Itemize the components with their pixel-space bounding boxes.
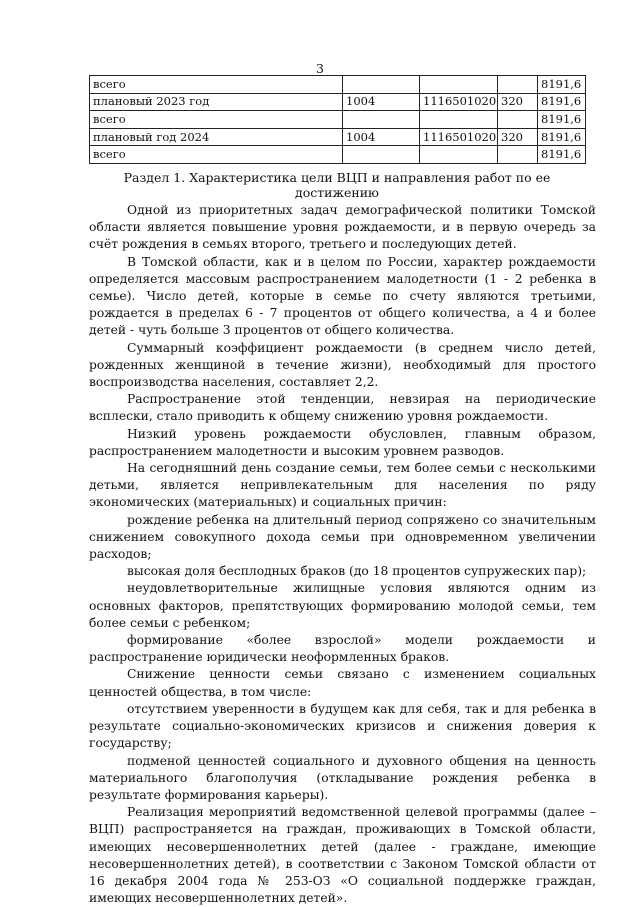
table-cell: 8191,6 xyxy=(538,93,586,111)
table-cell: 1004 xyxy=(343,128,420,146)
body-text xyxy=(89,202,596,907)
table-cell: 8191,6 xyxy=(538,76,586,94)
table-cell xyxy=(343,146,420,164)
table-cell xyxy=(343,111,420,129)
table-cell xyxy=(498,76,538,94)
table-cell: 320 xyxy=(498,128,538,146)
table-cell xyxy=(420,111,498,129)
table-cell: всего xyxy=(90,76,343,94)
paragraph: подменой ценностей социального и духовного общения на ценность материального благополучия (откладывание рождения ребенка в результате формирования карьеры). xyxy=(89,753,596,802)
table-cell xyxy=(343,76,420,94)
budget-table xyxy=(89,75,586,164)
table-cell: 320 xyxy=(498,93,538,111)
table-row xyxy=(90,111,586,129)
table-row xyxy=(90,128,586,146)
paragraph: На сегодняшний день создание семьи, тем более семьи с несколькими детьми, является непривлекательным для населения по ряду экономических (материальных) и социальных причин: xyxy=(89,461,596,510)
table-cell: всего xyxy=(90,146,343,164)
table-cell xyxy=(420,76,498,94)
table-cell: плановый 2023 год xyxy=(90,93,343,111)
paragraph: Распространение этой тенденции, невзирая на периодические всплески, стало приводить к общему снижению уровня рождаемости. xyxy=(89,392,596,424)
paragraph: высокая доля бесплодных браков (до 18 процентов супружеских пар); xyxy=(127,564,587,579)
table-cell: 1004 xyxy=(343,93,420,111)
table-row xyxy=(90,146,586,164)
table-row xyxy=(90,76,586,94)
table-cell: 8191,6 xyxy=(538,146,586,164)
table-cell: 1116501020 xyxy=(420,93,498,111)
paragraph: В Томской области, как и в целом по России, характер рождаемости определяется массовым распространением малодетности (1 - 2 ребенка в семье). Число детей, которые в семье по счету являются третьими, рождается в пределах 6 - 7 процентов от общего количества, а 4 и более детей - чуть больше 3 процентов от общего количества. xyxy=(89,254,596,338)
paragraph: Суммарный коэффициент рождаемости (в среднем число детей, рожденных женщиной в течение жизни), необходимый для простого воспроизводства населения, составляет 2,2. xyxy=(89,340,596,390)
paragraph: Низкий уровень рождаемости обусловлен, главным образом, распространением малодетности и высоким уровнем разводов. xyxy=(89,426,596,458)
table-cell xyxy=(498,111,538,129)
section-title: Раздел 1. Характеристика цели ВЦП и направления работ по ее достижению xyxy=(123,170,551,200)
table-cell: 8191,6 xyxy=(538,128,586,146)
table-cell xyxy=(498,146,538,164)
table-cell: плановый год 2024 xyxy=(90,128,343,146)
paragraph: отсутствием уверенности в будущем как для себя, так и для ребенка в результате социально-экономических кризисов и снижения доверия к государству; xyxy=(89,701,596,751)
page-number: 3 xyxy=(316,61,324,76)
paragraph: Реализация мероприятий ведомственной целевой программы (далее – ВЦП) распространяется на граждан, проживающих в Томской области, имеющих несовершеннолетних детей (далее - граждане, имеющие несовершеннолетних детей), в соответствии с Законом Томской области от 16 декабря 2004 года № 253-ОЗ «О социальной поддержке граждан, имеющих несовершеннолетних детей». xyxy=(89,805,596,906)
table-cell: 1116501020 xyxy=(420,128,498,146)
paragraph: формирование «более взрослой» модели рождаемости и распространение юридически неоформленных браков. xyxy=(89,633,596,665)
paragraph: Одной из приоритетных задач демографической политики Томской области является повышение уровня рождаемости, и в первую очередь за счёт рождения в семьях второго, третьего и последующих детей. xyxy=(89,203,596,252)
paragraph: Снижение ценности семьи связано с изменением социальных ценностей общества, в том числе: xyxy=(89,667,596,699)
table-cell xyxy=(420,146,498,164)
paragraph: рождение ребенка на длительный период сопряжено со значительным снижением совокупного дохода семьи при одновременном увеличении расходов; xyxy=(89,512,596,562)
table-row xyxy=(90,93,586,111)
table-cell: 8191,6 xyxy=(538,111,586,129)
table-cell: всего xyxy=(90,111,343,129)
paragraph: неудовлетворительные жилищные условия являются одним из основных факторов, препятствующих формированию молодой семьи, тем более семьи с ребенком; xyxy=(89,581,596,630)
